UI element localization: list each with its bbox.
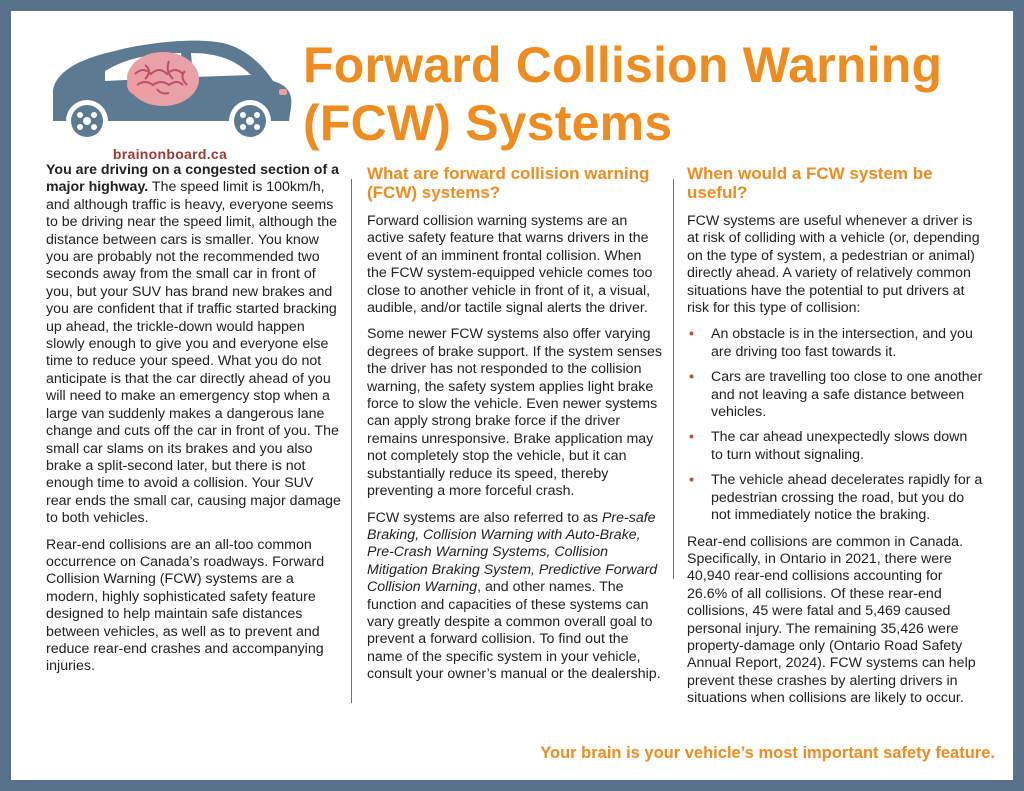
names-lead: FCW systems are also referred to as: [367, 509, 602, 526]
usefulness-paragraph: FCW systems are useful whenever a driver is at risk of colliding with a vehicle (or, depending on the type of system, a pedestrian or animal) directly ahead. A variety of relatively common situations have the potential to put drivers at risk for this type of collision:: [687, 213, 980, 317]
system-names: Pre-safe Braking, Collision Warning with Auto-Brake, Pre-Crash Warning Systems, Collision Mitigation Braking System, Predictive Forward Collision Warning: [367, 509, 658, 596]
definition-paragraph: Forward collision warning systems are an active safety feature that warns drivers in the event of an imminent frontal collision. When the FCW system-equipped vehicle comes too close to another vehicle in front of it, a visual, audible, and/or tactile signal alerts the driver.: [367, 213, 653, 317]
column-divider: [351, 179, 352, 703]
list-item: • The vehicle ahead decelerates rapidly for a pedestrian crossing the road, but you do not immediately notice the braking.: [689, 472, 983, 524]
usefulness-column: [687, 164, 983, 717]
bullet-icon: •: [689, 429, 694, 446]
intro-text: The speed limit is 100km/h, and although traffic is heavy, everyone seems to be driving near the speed limit, although the distance between cars is smaller. You know you are probably not the recommended two seconds away from the small car in front of you, but your SUV has brand new brakes and you are confident that if traffic started bracking up ahead, the trickle-down would happen slowly enough to give you and everyone else time to reduce your speed. What you do not anticipate is that the car directly ahead of you will need to make an emergency stop when a large van suddenly makes a dangerous lane change and cuts off the car in front of you. The small car slams on its brakes and you also brake a split-second later, but there is not enough time to avoid a collision. Your SUV rear ends the small car, causing major damage to both vehicles.: [46, 179, 341, 527]
fact-sheet: [11, 11, 1013, 780]
intro-column: [46, 162, 342, 685]
list-item: • An obstacle is in the intersection, and you are driving too fast towards it.: [689, 326, 973, 360]
bullet-icon: •: [689, 472, 694, 489]
section-heading-when: When would a FCW system be useful?: [687, 164, 933, 202]
bullet-icon: •: [689, 369, 694, 386]
list-item: • Cars are travelling too close to one another and not leaving a safe distance between vehicles.: [689, 369, 983, 421]
intro-paragraph: [46, 162, 342, 528]
website-label: brainonboard.ca: [112, 146, 228, 162]
logo: [45, 29, 295, 164]
bullet-icon: •: [689, 326, 694, 343]
statistics-paragraph: Rear-end collisions are common in Canada. Specifically, in Ontario in 2021, there were 40,940 rear-end collisions accounting for 26.6% of all collisions. Of these rear-end collisions, 45 were fatal and 5,469 caused personal injury. The remaining 35,426 were property-damage only (Ontario Road Safety Annual Report, 2024). FCW systems can help prevent these crashes by alerting drivers in situations when collisions are likely to occur.: [687, 533, 976, 707]
footer-tagline: Your brain is your vehicle’s most important safety feature.: [540, 744, 995, 762]
car-with-brain-icon: [45, 29, 295, 145]
system-names-paragraph: [367, 510, 663, 684]
brake-support-paragraph: Some newer FCW systems also offer varying degrees of brake support. If the system senses the driver has not responded to the collision warning, the safety system applies light brake force to slow the vehicle. Even newer systems can apply strong brake force if the driver remains unresponsive. Brake application may not completely stop the vehicle, but it can substantially reduce its speed, thereby preventing a more forceful crash.: [367, 326, 662, 500]
intro-lead: You are driving on a congested section of a major highway.: [46, 162, 339, 196]
list-item: • The car ahead unexpectedly slows down to turn without signaling.: [689, 429, 968, 463]
names-rest: , and other names. The function and capacities of these systems can vary greatly despite a common overall goal to prevent a forward collision. To find out the name of the specific system in your vehicle, consult your owner’s manual or the dealership.: [367, 579, 661, 683]
situations-list: [687, 326, 983, 524]
definition-column: [367, 164, 663, 693]
overview-paragraph: Rear-end collisions are an all-too common occurrence on Canada’s roadways. Forward Collision Warning (FCW) systems are a modern, highly sophisticated safety feature designed to help maintain safe distances between vehicles, as well as to prevent and reduce rear-end crashes and accompanying injuries.: [46, 536, 325, 675]
page-title: Forward Collision Warning (FCW) Systems: [303, 37, 943, 151]
section-heading-what: What are forward collision warning (FCW) systems?: [367, 164, 650, 202]
column-divider: [673, 179, 674, 579]
